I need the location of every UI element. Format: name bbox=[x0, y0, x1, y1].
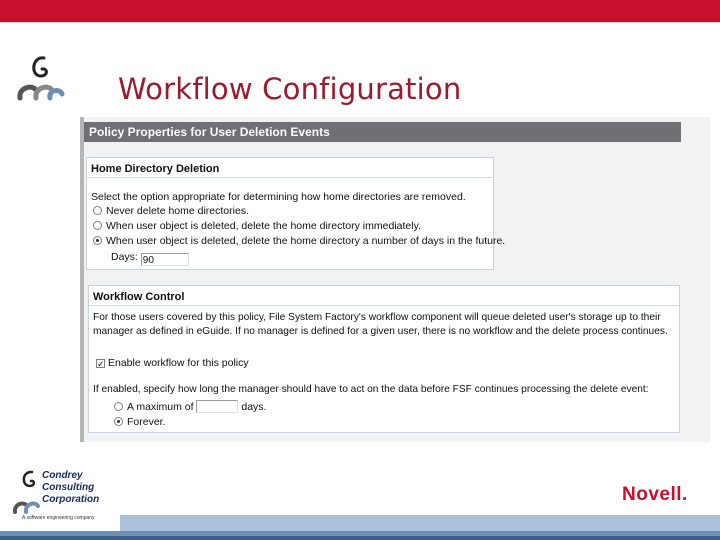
section-divider bbox=[89, 305, 679, 306]
option-forever[interactable] bbox=[114, 416, 166, 428]
slide-title: Workflow Configuration bbox=[118, 72, 462, 106]
window-left-edge bbox=[80, 117, 84, 442]
option-never-delete-label: Never delete home directories. bbox=[106, 205, 249, 217]
home-directory-instruction: Select the option appropriate for determining how home directories are removed. bbox=[91, 191, 466, 203]
radio-never-delete[interactable] bbox=[93, 206, 102, 215]
enable-workflow-checkbox[interactable]: ✓ bbox=[97, 359, 105, 369]
option-maximum-suffix: days. bbox=[241, 401, 267, 413]
home-directory-title: Home Directory Deletion bbox=[91, 163, 220, 175]
option-never-delete[interactable] bbox=[93, 205, 249, 217]
enable-workflow-label: Enable workflow for this policy bbox=[108, 357, 249, 369]
workflow-control-title: Workflow Control bbox=[93, 291, 185, 303]
workflow-instruction: If enabled, specify how long the manager should have to act on the data before FSF continues processing the delete event: bbox=[93, 384, 649, 395]
option-delete-immediately[interactable] bbox=[93, 220, 421, 232]
days-input[interactable]: 90 bbox=[141, 253, 189, 266]
days-label: Days: bbox=[111, 251, 138, 263]
option-maximum-label: A maximum of bbox=[127, 401, 194, 413]
novell-logo: Novell. bbox=[622, 484, 688, 505]
condrey-logo-icon bbox=[14, 50, 66, 108]
radio-forever[interactable] bbox=[114, 417, 123, 426]
radio-maximum-days[interactable] bbox=[114, 402, 123, 411]
top-red-bar bbox=[0, 0, 720, 22]
footer-light-bar bbox=[120, 515, 720, 531]
option-maximum-days[interactable] bbox=[114, 400, 266, 413]
section-divider bbox=[87, 177, 493, 178]
radio-delete-future[interactable] bbox=[93, 236, 102, 245]
workflow-description-line1: For those users covered by this policy, File System Factory's workflow component will queue deleted user's storage up to their bbox=[93, 312, 661, 323]
radio-delete-immediately[interactable] bbox=[93, 221, 102, 230]
company-line1: Condrey bbox=[42, 470, 83, 481]
company-line3: Corporation bbox=[42, 494, 100, 505]
company-name bbox=[42, 470, 99, 506]
top-divider bbox=[0, 22, 720, 23]
days-row bbox=[111, 251, 189, 266]
workflow-description-line2: manager as defined in eGuide. If no manager is defined for a given user, there is no workflow and the delete process continues. bbox=[93, 326, 668, 337]
company-tagline: A software engineering company bbox=[22, 515, 95, 521]
condrey-consulting-logo bbox=[12, 464, 122, 526]
company-line2: Consulting bbox=[42, 482, 95, 493]
option-delete-future-label: When user object is deleted, delete the home directory a number of days in the future. bbox=[106, 235, 506, 247]
window-header: Policy Properties for User Deletion Events bbox=[84, 122, 681, 142]
home-directory-section bbox=[86, 157, 506, 270]
footer-dark-bar bbox=[0, 536, 720, 540]
enable-workflow-row[interactable] bbox=[96, 357, 249, 369]
policy-properties-window bbox=[80, 117, 710, 442]
maximum-days-input[interactable] bbox=[196, 400, 238, 413]
option-delete-future[interactable] bbox=[93, 235, 505, 247]
condrey-mark-icon bbox=[12, 468, 42, 520]
option-delete-immediately-label: When user object is deleted, delete the home directory immediately. bbox=[106, 220, 421, 232]
option-forever-label: Forever. bbox=[127, 416, 166, 428]
workflow-control-section bbox=[88, 285, 680, 433]
